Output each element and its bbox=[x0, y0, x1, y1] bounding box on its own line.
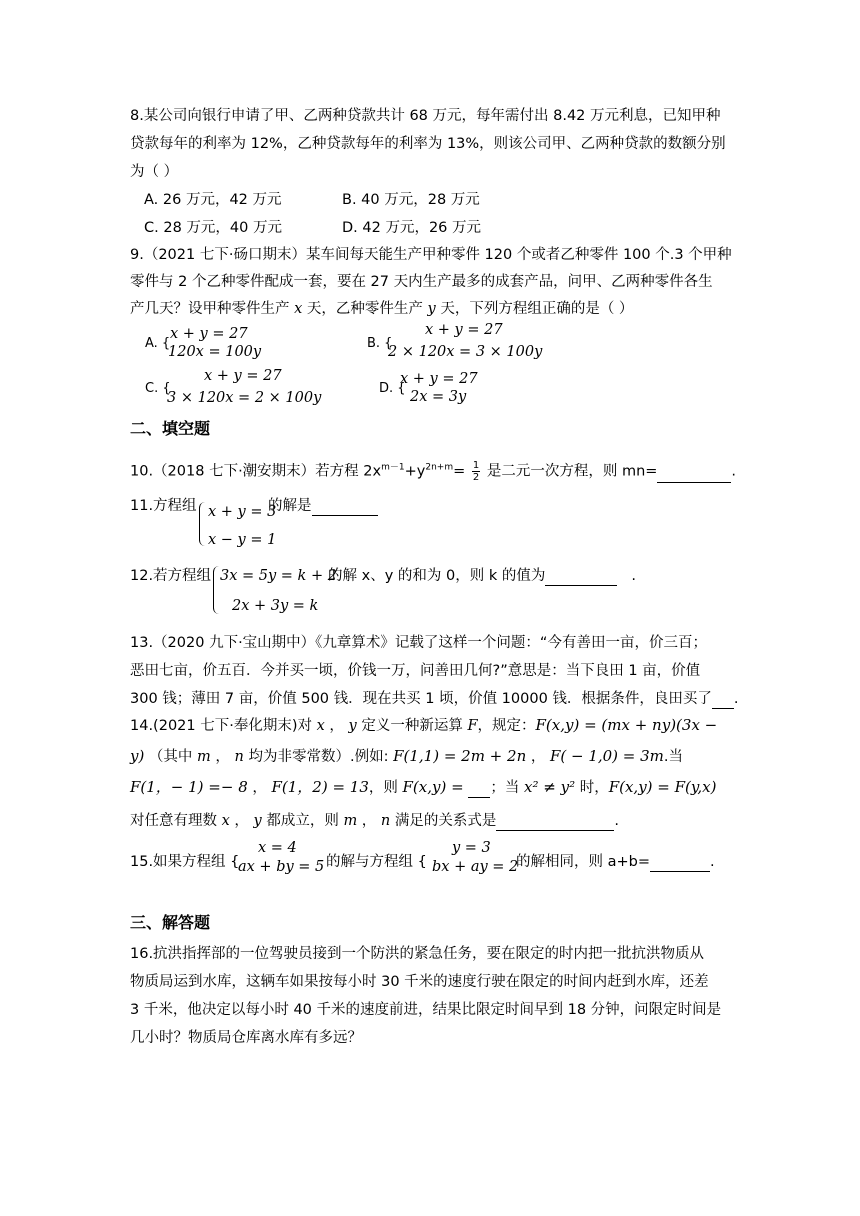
q16-line-3: 3 千米，他决定以每小时 40 千米的速度前进，结果比限定时间早到 18 分钟，问限定时间是 bbox=[130, 1002, 722, 1018]
q9-line-3-text-a: 产几天？设甲种零件生产 bbox=[130, 301, 295, 317]
q10-answer-blank[interactable] bbox=[657, 466, 731, 483]
q11-brace bbox=[199, 502, 206, 546]
section-fill-in-heading: 二、填空题 bbox=[130, 419, 211, 438]
q14-line-3 bbox=[130, 777, 716, 798]
q13-line-3 bbox=[130, 689, 739, 709]
q10-fraction-denominator: 2 bbox=[472, 472, 480, 483]
q14-example-1: F(1,1) = 2m + 2n bbox=[393, 747, 527, 765]
q16-line-4: 几小时？物质局仓库离水库有多远？ bbox=[130, 1030, 362, 1046]
q14-end: . bbox=[614, 813, 619, 829]
q14-example-2: F( − 1,0) = 3m bbox=[549, 747, 664, 765]
q8-line-2: 贷款每年的利率为 12%，乙种贷款每年的利率为 13%，则该公司甲、乙两种贷款的数额分别 bbox=[130, 136, 726, 152]
q14-line-4 bbox=[130, 811, 619, 831]
q15-answer-blank[interactable] bbox=[650, 855, 710, 872]
q9-line-1: 9.（2021 七下·砀口期末）某车间每天能生产甲种零件 120 个或者乙种零件 100 个.3 个甲种 bbox=[130, 247, 732, 263]
q12-brace bbox=[213, 566, 220, 614]
q14-var-m-2: m bbox=[343, 813, 358, 829]
q15-system-2-eq-2: bx + ay = 2 bbox=[432, 859, 519, 875]
q9-option-b-label: B. { bbox=[367, 336, 393, 351]
q14-text-3b: ；当 bbox=[490, 780, 525, 796]
q14-var-n: n bbox=[234, 749, 244, 765]
q14-comma-5: ， bbox=[229, 813, 249, 829]
q14-var-y-2: y bbox=[253, 813, 262, 829]
q12-eq-1: 3x = 5y = k + 2 bbox=[220, 568, 337, 584]
q9-option-a-eq1: x + y = 27 bbox=[170, 326, 248, 342]
q14-answer-blank-1[interactable] bbox=[468, 781, 490, 798]
q10-line bbox=[130, 460, 736, 483]
q14-text-1b: 定义一种新运算 bbox=[356, 718, 468, 734]
q9-line-3 bbox=[130, 299, 633, 319]
q11-post-text: 的解是 bbox=[268, 498, 312, 514]
q14-comma: ， bbox=[324, 718, 344, 734]
q14-answer-blank-2[interactable] bbox=[496, 814, 614, 831]
q14-formula-definition-end: y) bbox=[130, 747, 145, 765]
q11-eq-2: x − y = 1 bbox=[208, 532, 277, 548]
q14-var-x: x bbox=[316, 718, 325, 734]
q8-line-3: 为（ ） bbox=[130, 164, 179, 180]
q14-text-4b: 都成立，则 bbox=[261, 813, 344, 829]
q14-comma-4: ， bbox=[247, 780, 267, 796]
q14-text-3c: 时， bbox=[575, 780, 609, 796]
q14-text-1c: ，规定： bbox=[477, 718, 536, 734]
q10-fraction-numerator: 1 bbox=[472, 460, 480, 471]
q9-option-d-eq1: x + y = 27 bbox=[400, 371, 478, 387]
q14-condition-1: F(1，− 1) =− 8 bbox=[130, 778, 248, 796]
q10-text-mid: +y bbox=[404, 463, 426, 480]
q14-text-2end: .当 bbox=[663, 749, 684, 765]
q9-option-c-eq1: x + y = 27 bbox=[204, 368, 282, 384]
q11-post bbox=[268, 496, 378, 516]
q14-var-y: y bbox=[348, 718, 357, 734]
q14-text-2b: 均为非零常数）.例如: bbox=[243, 749, 394, 765]
q13-line-3-text: 300 钱；薄田 7 亩，价值 500 钱．现在共买 1 顷，价值 10000 钱．根据条件，良田买了 bbox=[130, 691, 712, 707]
q14-text-1a: 14.(2021 七下·奉化期末)对 bbox=[130, 718, 317, 734]
q9-line-2: 零件与 2 个乙种零件配成一套，要在 27 天内生产最多的成套产品，问甲、乙两种零件各生 bbox=[130, 274, 713, 290]
section-answer-heading: 三、解答题 bbox=[130, 913, 211, 932]
q12-end: . bbox=[631, 568, 636, 584]
q9-option-a-label: A. { bbox=[145, 336, 171, 351]
var-x: x bbox=[294, 301, 303, 317]
q14-line-2 bbox=[130, 746, 683, 767]
q15-mid: 的解与方程组 { bbox=[326, 854, 427, 870]
q15-label: 15.如果方程组 { bbox=[130, 854, 240, 870]
q11-answer-blank[interactable] bbox=[312, 499, 378, 516]
q14-line-1 bbox=[130, 715, 717, 736]
q10-text-post: 是二元一次方程，则 mn= bbox=[482, 463, 658, 480]
q10-end: . bbox=[731, 463, 737, 480]
q10-equals: = bbox=[453, 463, 470, 480]
q15-system-1-eq-2: ax + by = 5 bbox=[238, 859, 325, 875]
q14-condition-2: F(1，2) = 13 bbox=[271, 778, 369, 796]
q12-post-text: 的解 x、y 的和为 0，则 k 的值为 bbox=[328, 568, 546, 584]
q11-label: 11.方程组 bbox=[130, 498, 197, 514]
q9-option-b-eq2: 2 × 120x = 3 × 100y bbox=[388, 344, 543, 360]
q14-comma-2: ， bbox=[210, 749, 230, 765]
q9-option-c-eq2: 3 × 120x = 2 × 100y bbox=[167, 390, 322, 406]
q15-post-text: 的解相同，则 a+b= bbox=[516, 854, 650, 870]
q8-option-d: D. 42 万元，26 万元 bbox=[342, 220, 482, 236]
q13-end: . bbox=[733, 691, 739, 707]
q14-formula-definition: F(x,y) = (mx + ny)(3x − bbox=[535, 716, 718, 734]
q15-post bbox=[516, 852, 715, 872]
q13-line-1: 13.（2020 九下·宝山期中）《九章算术》记载了这样一个问题：“今有善田一亩，价三百； bbox=[130, 635, 707, 651]
q14-text-2a: （其中 bbox=[144, 749, 198, 765]
q10-text-pre: 10.（2018 七下·潮安期末）若方程 2x bbox=[130, 463, 382, 480]
q9-line-3-text-c: 天，下列方程组正确的是（ ） bbox=[435, 301, 634, 317]
q15-system-2-eq-1: y = 3 bbox=[452, 840, 491, 856]
q10-exponent-2: 2n+m bbox=[425, 462, 454, 473]
q9-option-d-label: D. { bbox=[379, 381, 406, 396]
q8-option-b: B. 40 万元，28 万元 bbox=[342, 192, 480, 208]
var-y: y bbox=[427, 301, 436, 317]
q12-answer-blank[interactable] bbox=[545, 569, 617, 586]
q12-eq-2: 2x + 3y = k bbox=[232, 598, 319, 614]
q14-var-m: m bbox=[197, 749, 211, 765]
q14-symmetry-formula: F(x,y) = F(y,x) bbox=[608, 778, 717, 796]
q14-condition-3: x² ≠ y² bbox=[524, 778, 576, 796]
q8-line-1: 8.某公司向银行申请了甲、乙两种贷款共计 68 万元，每年需付出 8.42 万元利息，已知甲种 bbox=[130, 108, 721, 124]
q14-comma-6: ， bbox=[357, 813, 377, 829]
q10-exponent-1: m－1 bbox=[381, 462, 405, 473]
q11-eq-1: x + y = 3 bbox=[208, 504, 277, 520]
q10-fraction bbox=[472, 460, 480, 483]
q12-label: 12.若方程组 bbox=[130, 568, 212, 584]
q14-text-4c: 满足的关系式是 bbox=[390, 813, 497, 829]
q14-text-3a: ，则 bbox=[368, 780, 403, 796]
q16-line-2: 物质局运到水库，这辆车如果按每小时 30 千米的速度行驶在限定的时间内赶到水库，还差 bbox=[130, 974, 709, 990]
q14-text-4a: 对任意有理数 bbox=[130, 813, 222, 829]
q9-option-d-eq2: 2x = 3y bbox=[410, 389, 467, 405]
q9-option-b-eq1: x + y = 27 bbox=[425, 322, 503, 338]
q14-comma-3: ， bbox=[526, 749, 546, 765]
q14-var-n-2: n bbox=[380, 813, 391, 829]
q9-option-a-eq2: 120x = 100y bbox=[168, 344, 262, 360]
q13-answer-blank[interactable] bbox=[712, 692, 734, 709]
q15-end: . bbox=[710, 854, 715, 870]
q13-line-2: 恶田七亩，价五百．今并买一顷，价钱一万，问善田几何?”意思是：当下良田 1 亩，价值 bbox=[130, 663, 701, 679]
q16-line-1: 16.抗洪指挥部的一位驾驶员接到一个防洪的紧急任务，要在限定的时内把一批抗洪物质从 bbox=[130, 946, 705, 962]
q8-option-c: C. 28 万元，40 万元 bbox=[144, 220, 282, 236]
q14-ask-formula: F(x,y) = bbox=[402, 778, 469, 796]
q12-post bbox=[328, 566, 636, 586]
q9-line-3-text-b: 天，乙种零件生产 bbox=[302, 301, 428, 317]
q8-option-a: A. 26 万元，42 万元 bbox=[144, 192, 282, 208]
q9-option-c-label: C. { bbox=[145, 381, 171, 396]
q14-var-x-2: x bbox=[221, 813, 230, 829]
q15-system-1-eq-1: x = 4 bbox=[258, 840, 297, 856]
q14-var-F: F bbox=[467, 718, 478, 734]
